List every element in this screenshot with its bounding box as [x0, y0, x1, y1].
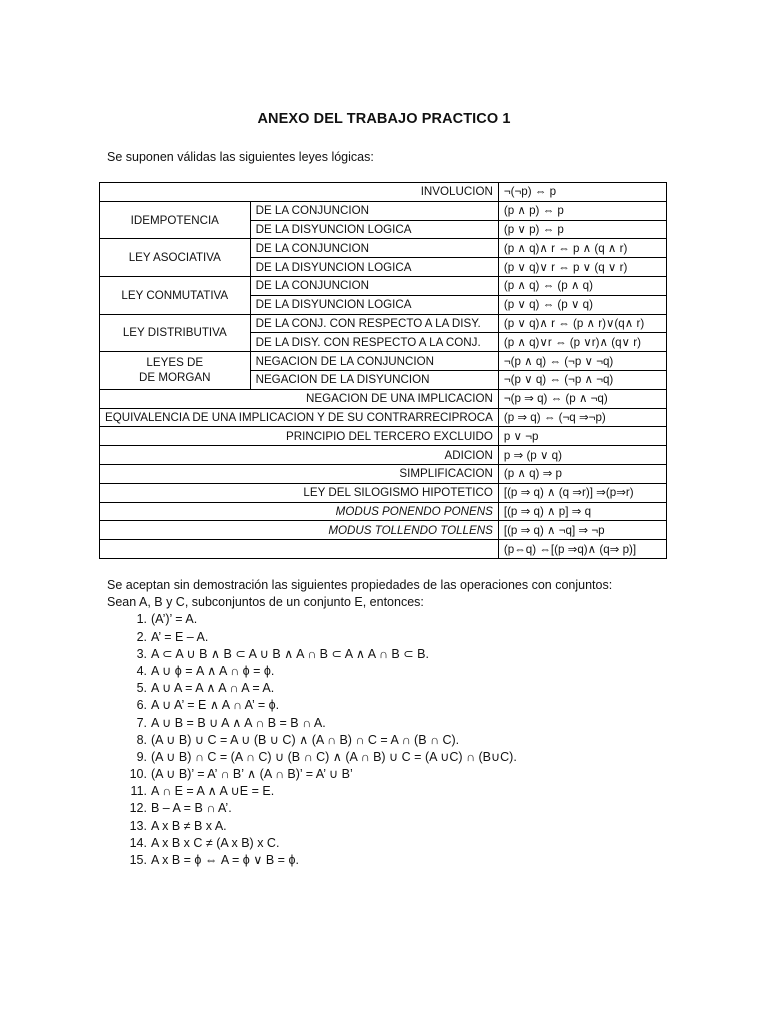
law-formula: (p⇔q) ⇔[(p ⇒q)∧ (q⇒ p)] [498, 540, 666, 559]
item-text: A ∩ E = A ∧ A ∪E = E. [151, 784, 275, 799]
item-number: 11. [130, 784, 147, 799]
list-item [107, 749, 612, 766]
law-formula: (p ∨ q)∧ r ⇔ (p ∧ r)∨(q∧ r) [498, 314, 666, 333]
item-text: (A ∪ B)’ = A’ ∩ B’ ∧ (A ∩ B)’ = A’ ∪ B’ [151, 767, 353, 782]
table-row [100, 239, 667, 258]
table-row [100, 464, 667, 483]
law-name: ADICION [100, 446, 499, 465]
list-item [107, 800, 612, 817]
law-name: MODUS PONENDO PONENS [100, 502, 499, 521]
law-subname: DE LA DISYUNCION LOGICA [250, 258, 498, 277]
item-number: 4. [136, 663, 147, 678]
list-item [107, 852, 612, 869]
law-formula: ¬(p ∧ q) ⇔ (¬p ∨ ¬q) [498, 352, 666, 371]
table-row [100, 427, 667, 446]
item-number: 7. [136, 715, 147, 730]
law-group: LEY DISTRIBUTIVA [100, 314, 251, 352]
item-number: 12. [129, 801, 147, 816]
item-number: 1. [136, 612, 147, 627]
law-formula: (p ∧ q)∧ r ⇔ p ∧ (q ∧ r) [498, 239, 666, 258]
page-title: ANEXO DEL TRABAJO PRACTICO 1 [257, 111, 511, 127]
law-subname: DE LA DISYUNCION LOGICA [250, 220, 498, 239]
law-group [100, 352, 251, 390]
properties-intro: Sean A, B y C, subconjuntos de un conjunto E, entonces: [107, 595, 424, 610]
table-row [100, 540, 667, 559]
item-text: B – A = B ∩ A’. [151, 801, 232, 816]
table-row [100, 183, 667, 202]
law-formula: (p ∨ q) ⇔ (p ∨ q) [498, 295, 666, 314]
law-name: MODUS TOLLENDO TOLLENS [100, 521, 499, 540]
properties-intro: Se aceptan sin demostración las siguientes propiedades de las operaciones con conjuntos: [107, 578, 613, 592]
item-number: 2. [136, 629, 147, 644]
list-item [107, 783, 612, 800]
law-name: SIMPLIFICACION [100, 464, 499, 483]
item-number: 6. [136, 698, 147, 713]
table-row [100, 483, 667, 502]
table-row [100, 446, 667, 465]
list-item [107, 818, 612, 835]
law-formula: ¬(p ∨ q) ⇔ (¬p ∧ ¬q) [498, 370, 666, 389]
law-formula: [(p ⇒ q) ∧ (q ⇒r)] ⇒(p⇒r) [498, 483, 666, 502]
set-properties-section [107, 577, 612, 869]
list-item [107, 680, 612, 697]
item-number: 3. [136, 646, 147, 661]
table-row [100, 389, 667, 408]
law-group: LEY ASOCIATIVA [100, 239, 251, 277]
item-number: 9. [136, 749, 147, 764]
item-number: 14. [129, 835, 147, 850]
law-name: LEY DEL SILOGISMO HIPOTETICO [100, 483, 499, 502]
list-item [107, 611, 612, 628]
law-formula: [(p ⇒ q) ∧ p] ⇒ q [498, 502, 666, 521]
law-name: PRINCIPIO DEL TERCERO EXCLUIDO [100, 427, 499, 446]
intro-text: Se suponen válidas las siguientes leyes lógicas: [107, 150, 374, 164]
law-formula: (p ∧ p) ⇔ p [498, 201, 666, 220]
law-name: EQUIVALENCIA DE UNA IMPLICACION Y DE SU CONTRARRECIPROCA [100, 408, 499, 427]
item-text: (A’)’ = A. [151, 612, 198, 627]
list-item [107, 697, 612, 714]
item-text: A x B ≠ B x A. [151, 818, 227, 833]
table-row [100, 352, 667, 371]
table-row [100, 502, 667, 521]
item-number: 15. [129, 853, 147, 868]
law-formula: (p ∨ q)∨ r ⇔ p ∨ (q ∨ r) [498, 258, 666, 277]
table-row [100, 521, 667, 540]
law-group-line: LEYES DE [146, 356, 204, 370]
table-row [100, 314, 667, 333]
law-subname: NEGACION DE LA DISYUNCION [250, 370, 498, 389]
item-text: (A ∪ B) ∩ C = (A ∩ C) ∪ (B ∩ C) ∧ (A ∩ B) ∪ C = (A ∪C) ∩ (B∪C). [151, 749, 517, 764]
list-item [107, 835, 612, 852]
law-group: LEY CONMUTATIVA [100, 276, 251, 314]
law-subname: NEGACION DE LA CONJUNCION [250, 352, 498, 371]
table-row [100, 201, 667, 220]
list-item [107, 629, 612, 646]
item-text: A ∪ B = B ∪ A ∧ A ∩ B = B ∩ A. [151, 715, 326, 730]
logic-laws-table [99, 182, 667, 559]
law-formula: (p ⇒ q) ⇔ (¬q ⇒¬p) [498, 408, 666, 427]
item-text: A ∪ ϕ = A ∧ A ∩ ϕ = ϕ. [151, 663, 275, 678]
list-item [107, 732, 612, 749]
law-formula: (p ∧ q) ⇒ p [498, 464, 666, 483]
item-number: 13. [129, 818, 147, 833]
list-item [107, 646, 612, 663]
item-text: A ∪ A’ = E ∧ A ∩ A’ = ϕ. [151, 698, 280, 713]
law-name: NEGACION DE UNA IMPLICACION [100, 389, 499, 408]
law-formula: (p ∨ p) ⇔ p [498, 220, 666, 239]
item-number: 5. [136, 681, 147, 696]
item-text: A ∪ A = A ∧ A ∩ A = A. [151, 681, 275, 696]
law-formula: p ⇒ (p ∨ q) [498, 446, 666, 465]
item-text: A’ = E – A. [151, 629, 209, 644]
list-item [107, 663, 612, 680]
item-text: A x B = ϕ ⇔ A = ϕ ∨ B = ϕ. [151, 853, 299, 868]
law-name: INVOLUCION [100, 183, 499, 202]
law-group: IDEMPOTENCIA [100, 201, 251, 239]
law-subname: DE LA DISY. CON RESPECTO A LA CONJ. [250, 333, 498, 352]
law-subname: DE LA DISYUNCION LOGICA [250, 295, 498, 314]
list-item [107, 766, 612, 783]
law-formula: [(p ⇒ q) ∧ ¬q] ⇒ ¬p [498, 521, 666, 540]
item-number: 8. [136, 732, 147, 747]
law-name [100, 540, 499, 559]
law-group-line: DE MORGAN [139, 371, 211, 385]
law-subname: DE LA CONJ. CON RESPECTO A LA DISY. [250, 314, 498, 333]
law-formula: ¬(¬p) ⇔ p [498, 183, 666, 202]
item-text: A x B x C ≠ (A x B) x C. [151, 835, 280, 850]
list-item [107, 715, 612, 732]
item-number: 10. [129, 767, 147, 782]
table-row [100, 408, 667, 427]
law-subname: DE LA CONJUNCION [250, 239, 498, 258]
law-formula: (p ∧ q) ⇔ (p ∧ q) [498, 276, 666, 295]
law-formula: ¬(p ⇒ q) ⇔ (p ∧ ¬q) [498, 389, 666, 408]
law-subname: DE LA CONJUNCION [250, 201, 498, 220]
table-row [100, 276, 667, 295]
item-text: (A ∪ B) ∪ C = A ∪ (B ∪ C) ∧ (A ∩ B) ∩ C = A ∩ (B ∩ C). [151, 732, 460, 747]
law-formula: p ∨ ¬p [498, 427, 666, 446]
properties-list [107, 611, 612, 869]
law-formula: (p ∧ q)∨r ⇔ (p ∨r)∧ (q∨ r) [498, 333, 666, 352]
item-text: A ⊂ A ∪ B ∧ B ⊂ A ∪ B ∧ A ∩ B ⊂ A ∧ A ∩ B ⊂ B. [151, 646, 429, 661]
law-subname: DE LA CONJUNCION [250, 276, 498, 295]
